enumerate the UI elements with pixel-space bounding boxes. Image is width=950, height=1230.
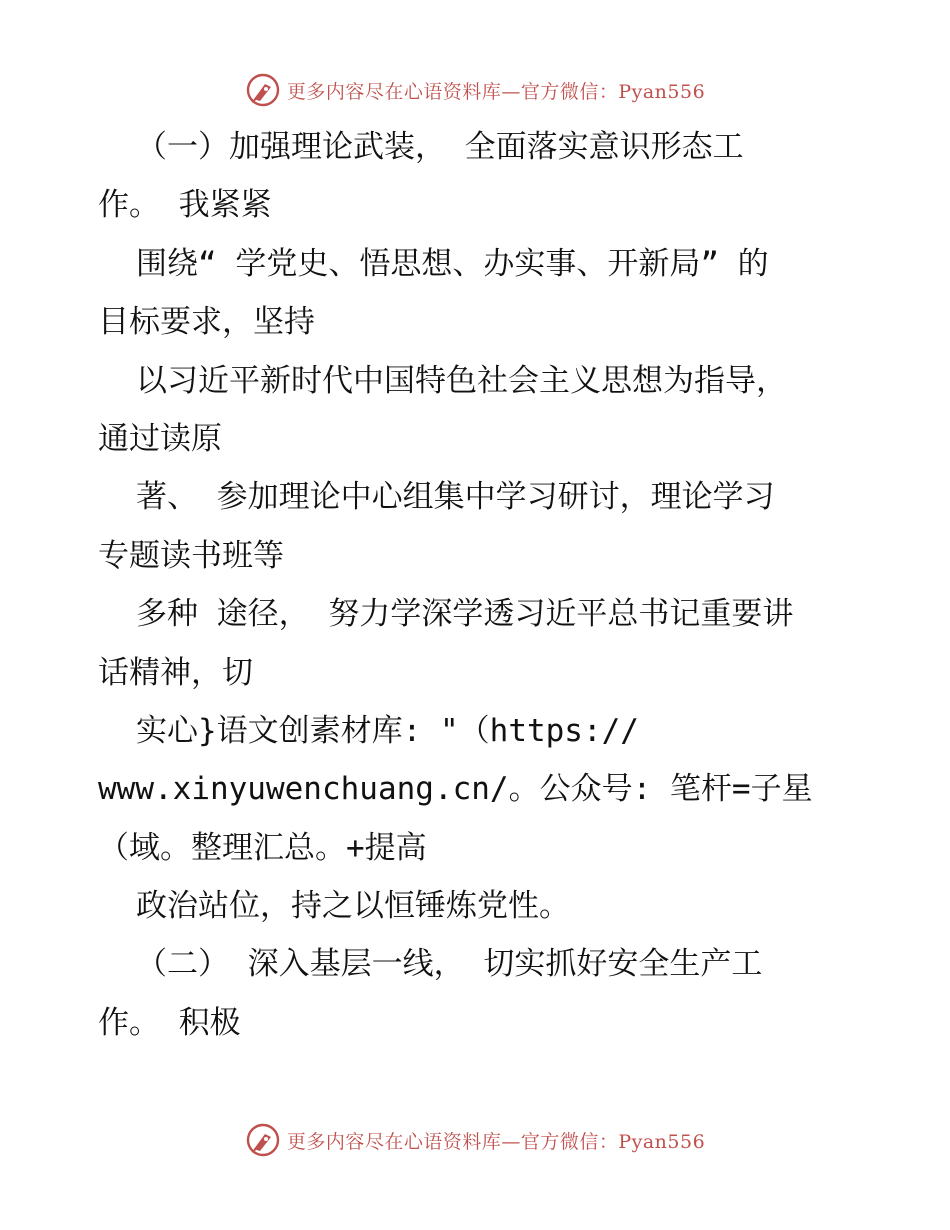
text-line: 目标要求，坚持 bbox=[98, 304, 315, 341]
header-watermark-banner bbox=[0, 70, 950, 110]
text-line: 专题读书班等 bbox=[98, 537, 284, 574]
text-line: 多种 途径， 努力学深学透习近平总书记重要讲 bbox=[136, 596, 794, 633]
pen-nib-logo-icon bbox=[245, 72, 281, 108]
text-line: 政治站位，持之以恒锤炼党性。 bbox=[136, 888, 570, 925]
text-line: 作。 积极 bbox=[98, 1004, 241, 1041]
text-line: 以习近平新时代中国特色社会主义思想为指导， bbox=[136, 362, 787, 399]
watermark-text: 更多内容尽在心语资料库—官方微信：Pyan556 bbox=[286, 1130, 706, 1153]
watermark-text: 更多内容尽在心语资料库—官方微信：Pyan556 bbox=[286, 80, 706, 103]
text-line: www.xinyuwenchuang.cn/。公众号: 笔杆=子星 bbox=[98, 771, 813, 808]
pen-nib-logo-icon bbox=[245, 1122, 281, 1158]
text-line: （一）加强理论武装， 全面落实意识形态工 bbox=[136, 129, 744, 165]
document-body bbox=[98, 118, 878, 1052]
text-line: （二） 深入基层一线， 切实抓好安全生产工 bbox=[136, 946, 763, 983]
text-line: （域。整理汇总。+提高 bbox=[98, 829, 427, 866]
text-line: 话精神，切 bbox=[98, 654, 253, 691]
text-line: 著、 参加理论中心组集中学习研讨，理论学习 bbox=[136, 479, 775, 516]
text-line: 实心}语文创素材库: "（https:// bbox=[136, 712, 639, 749]
footer-watermark-banner bbox=[0, 1120, 950, 1160]
text-line: 作。 我紧紧 bbox=[98, 187, 272, 224]
text-line: 通过读原 bbox=[98, 420, 222, 457]
text-line: 围绕“ 学党史、悟思想、办实事、开新局” 的 bbox=[136, 245, 769, 282]
